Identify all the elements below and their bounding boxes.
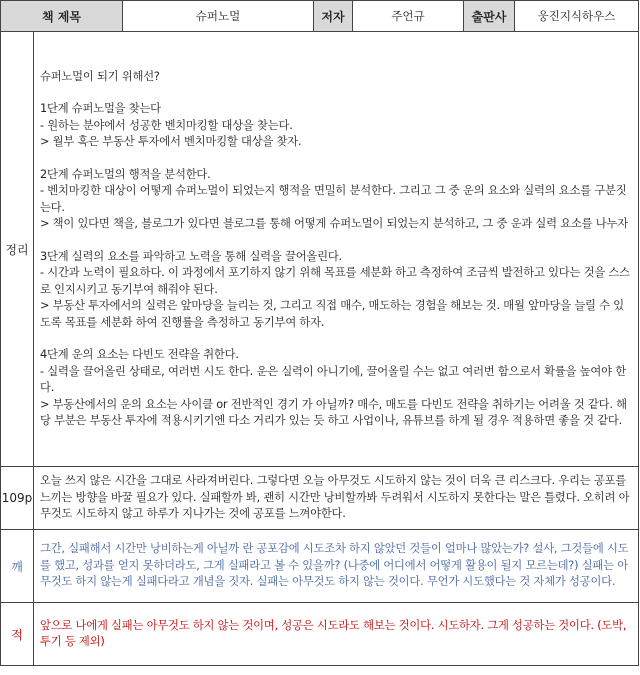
publisher-value: 웅진지식하우스: [515, 1, 639, 32]
author-value: 주언규: [353, 1, 464, 32]
insight-label: 깨: [1, 530, 34, 603]
step-4-line-1: - 실력을 끌어올린 상태로, 여러번 시도 한다. 운은 실력이 아니기에, 끌어올릴 수는 없고 여러번 함으로서 확률을 높여야 한다.: [40, 364, 626, 395]
summary-label: 정리: [1, 32, 34, 467]
step-4-title: 4단계 운의 요소는 다빈도 전략을 취한다.: [40, 348, 239, 362]
apply-text: 앞으로 나에게 실패는 아무것도 하지 않는 것이며, 성공은 시도라도 해보는 것이다. 시도하자. 그게 성공하는 것이다. (도박, 투기 등 제외): [34, 603, 639, 666]
insight-text: 그간, 실패해서 시간만 낭비하는게 아닐까 란 공포감에 시도조차 하지 않았던 것들이 얼마나 많았는가? 설사, 그것들에 시도를 했고, 성과를 얻지 못하더라도, 그게 실패라고 볼 수 있을까? (나중에 어디에서 어떻게 활용이 될지 모르는데?) 실패는 아무것도 하지 않는게 실패다라고 개념을 짓자. 실패는 아무것도 하지 않는 것이다. 무언가 시도했다는 것 자체가 성공이다.: [34, 530, 639, 603]
step-3-title: 3단계 실력의 요소를 파악하고 노력을 통해 실력을 끌어올린다.: [40, 249, 342, 263]
step-1-line-1: - 원하는 분야에서 성공한 벤치마킹할 대상을 찾는다.: [40, 118, 293, 132]
summary-content: [34, 32, 639, 467]
title-label: 책 제목: [1, 1, 123, 32]
insight-row: [1, 530, 639, 603]
publisher-label: 출판사: [464, 1, 515, 32]
title-value: 슈퍼노멀: [123, 1, 314, 32]
step-2-line-1: - 벤치마킹한 대상이 어떻게 슈퍼노멀이 되었는지 행적을 면밀히 분석한다. 그리고 그 중 운의 요소와 실력의 요소를 구분짓는다.: [40, 184, 627, 214]
step-3-line-2: > 부동산 투자에서의 실력은 앞마당을 늘리는 것, 그리고 직접 매수, 매도하는 경험을 해보는 것. 매월 앞마당을 늘릴 수 있도록 목표를 세분화 하여 진행률을 측정하고 동기부여 하자.: [40, 299, 624, 329]
quote-page-label: 109p: [1, 467, 34, 530]
summary-row: [1, 32, 639, 467]
step-2-title: 2단계 슈퍼노멀의 행적을 분석한다.: [40, 167, 211, 181]
step-1-title: 1단계 슈퍼노멀을 찾는다: [40, 102, 161, 116]
step-1-line-2: > 월부 혹은 부동산 투자에서 벤치마킹할 대상을 찾자.: [40, 135, 302, 149]
summary-intro: 슈퍼노멀이 되기 위해선?: [40, 69, 160, 83]
author-label: 저자: [314, 1, 353, 32]
header-row: [1, 1, 639, 32]
apply-row: [1, 603, 639, 666]
step-4-line-2: > 부동산에서의 운의 요소는 사이클 or 전반적인 경기 가 아닐까? 매수, 매도를 다빈도 전략을 취하기는 어려울 것 같다. 해당 부분은 부동산 투자에 적용시키기엔 다소 거리가 있는 듯 하고 사업이나, 유튜브를 하게 될 경우 적용하면 좋을 것 같다.: [40, 397, 627, 428]
step-3-line-1: - 시간과 노력이 필요하다. 이 과정에서 포기하지 않기 위해 목표를 세분화 하고 측정하여 조금씩 발전하고 있다는 것을 스스로 인지시키고 동기부여 해줘야 된다.: [40, 266, 630, 296]
quote-row: [1, 467, 639, 530]
apply-label: 적: [1, 603, 34, 666]
step-2-line-2: > 책이 있다면 책을, 블로그가 있다면 블로그를 통해 어떻게 슈퍼노멀이 되었는지 분석하고, 그 중 운과 실력 요소를 나누자: [40, 217, 628, 231]
quote-text: 오늘 쓰지 않은 시간을 그대로 사라져버린다. 그렇다면 오늘 아무것도 시도하지 않는 것이 더욱 큰 리스크다. 우리는 공포를 느끼는 방향을 바꿀 필요가 있다. 실패할까 봐, 괜히 시간만 낭비할까봐 두려워서 시도하지 못한다는 말은 틀렸다. 오히려 아무것도 시도하지 않고 하루가 지나가는 것에 공포를 느껴야한다.: [34, 467, 639, 530]
